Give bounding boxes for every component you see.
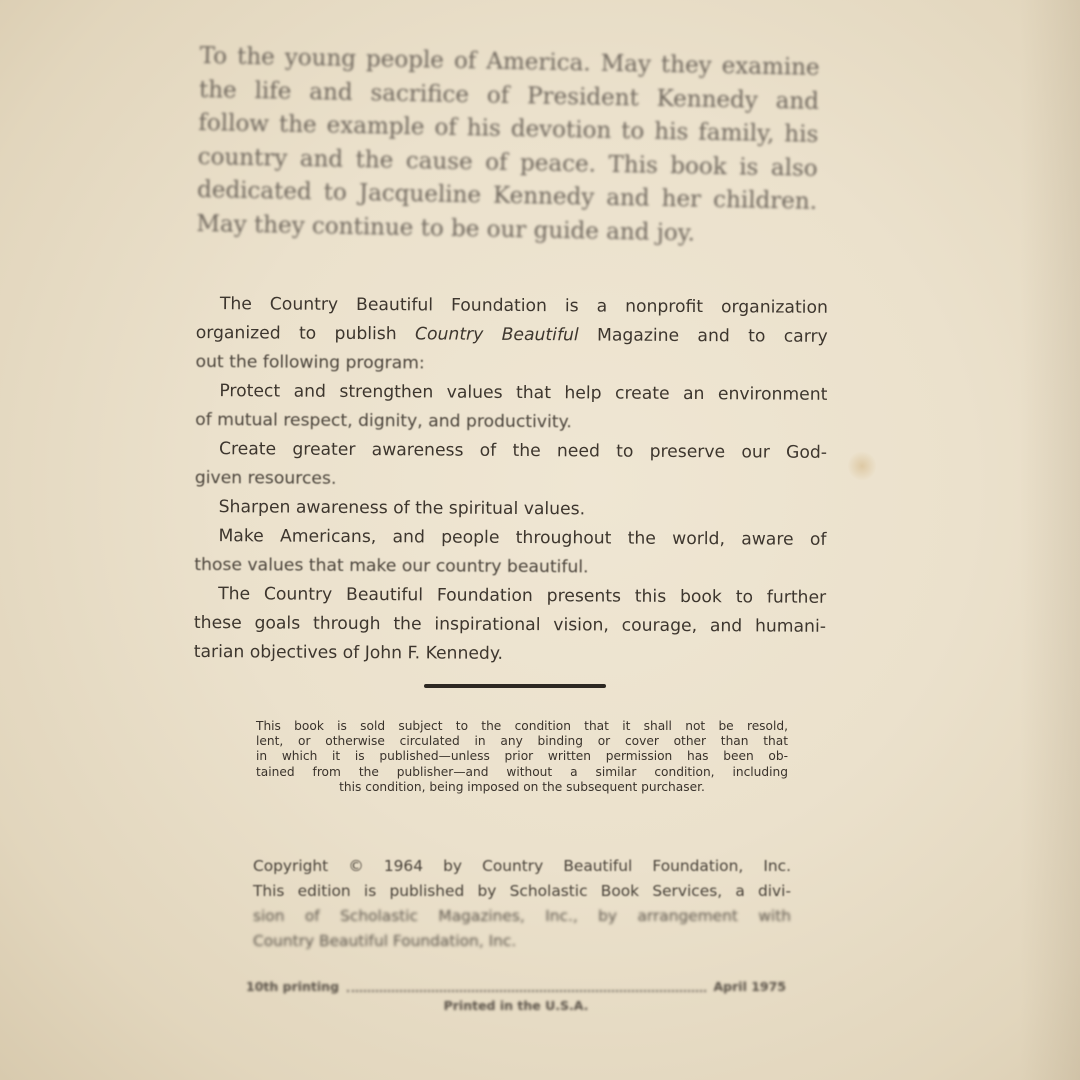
dot-leader xyxy=(347,980,705,992)
foundation-statement xyxy=(194,290,828,671)
conditions-line: This book is sold subject to the condition that it shall not be resold, xyxy=(256,719,788,733)
foundation-text: organized to publish xyxy=(195,322,416,345)
copyright-line: sion of Scholastic Magazines, Inc., by arrangement with xyxy=(253,907,791,925)
program-item: Create greater awareness of the need to preserve our God- xyxy=(218,439,828,463)
foundation-line: those values that make our country beautiful. xyxy=(194,554,589,578)
copyright-line: Country Beautiful Foundation, Inc. xyxy=(253,932,517,950)
conditions-line: in which it is published—unless prior written permission has been ob- xyxy=(256,749,788,764)
foundation-line: The Country Beautiful Foundation is a nonprofit organization xyxy=(219,294,828,318)
dedication-line: May they continue to be our guide and joy. xyxy=(196,210,696,247)
copyright-line: This edition is published by Scholastic Book Services, a divi- xyxy=(253,882,791,900)
dedication-line: follow the example of his devotion to his family, his xyxy=(198,110,819,149)
paper-stain xyxy=(848,450,876,482)
copyright-line: Copyright © 1964 by Country Beautiful Foundation, Inc. xyxy=(253,857,791,875)
dedication-line: dedicated to Jacqueline Kennedy and her children. xyxy=(196,177,818,216)
printed-in-usa: Printed in the U.S.A. xyxy=(443,998,589,1013)
program-item: Sharpen awareness of the spiritual values. xyxy=(218,497,586,520)
page-edge-shadow xyxy=(1020,0,1080,1080)
magazine-title: Country Beautiful xyxy=(414,324,579,346)
dedication-line: country and the cause of peace. This book is also xyxy=(197,143,818,182)
printing-edition: 10th printing xyxy=(246,978,340,994)
foundation-line xyxy=(196,319,828,352)
printing-date: April 1975 xyxy=(713,978,786,994)
conditions-line: lent, or otherwise circulated in any binding or cover other than that xyxy=(256,734,788,749)
copyright-notice xyxy=(253,854,791,954)
dedication-paragraph xyxy=(196,40,820,253)
foundation-line: these goals through the inspirational vision, courage, and humani- xyxy=(193,612,827,637)
conditions-of-sale xyxy=(256,719,788,795)
foundation-line: out the following program: xyxy=(195,351,425,374)
section-divider xyxy=(424,684,606,688)
foundation-text: Magazine and to carry xyxy=(578,325,828,347)
program-item: Make Americans, and people throughout the world, aware of xyxy=(218,526,827,550)
foundation-line: The Country Beautiful Foundation presents this book to further xyxy=(218,584,827,608)
conditions-line: this condition, being imposed on the subsequent purchaser. xyxy=(339,779,705,794)
foundation-line: of mutual respect, dignity, and productivity. xyxy=(195,409,572,433)
program-item: Protect and strengthen values that help create an environment xyxy=(219,381,828,405)
dedication-line: the life and sacrifice of President Kennedy and xyxy=(198,76,820,115)
conditions-line: tained from the publisher—and without a similar condition, including xyxy=(256,764,788,779)
printing-line xyxy=(246,975,786,997)
foundation-line: given resources. xyxy=(194,467,337,489)
foundation-line: tarian objectives of John F. Kennedy. xyxy=(193,641,504,664)
dedication-line: To the young people of America. May they examine xyxy=(199,42,820,81)
